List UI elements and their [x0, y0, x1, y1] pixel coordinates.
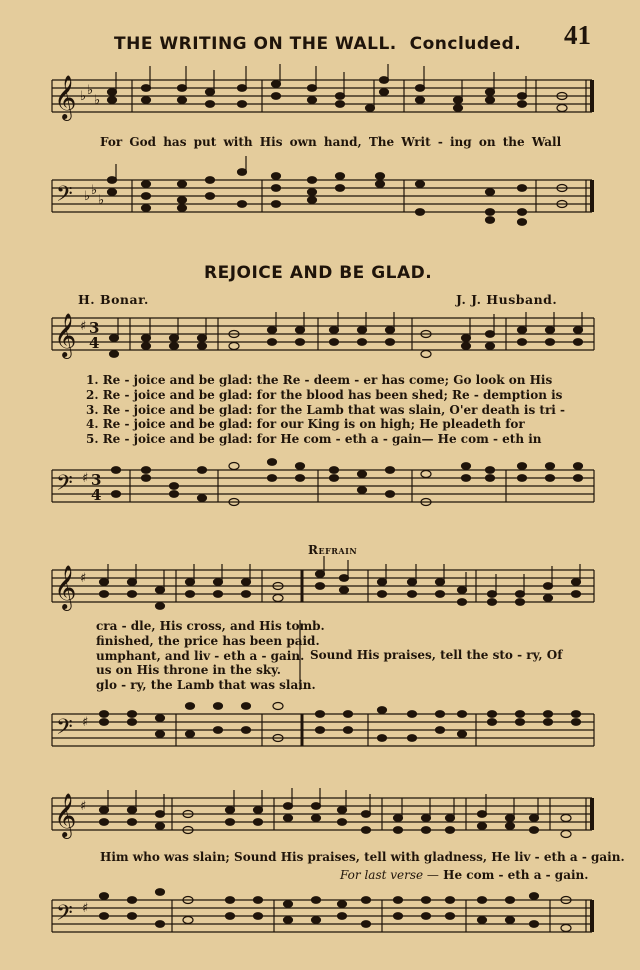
hymn1-lyric: For God has put with His own hand, The Writ - ing on the Wall	[100, 135, 562, 149]
svg-text:♯: ♯	[80, 799, 87, 814]
hymn1-title: THE WRITING ON THE WALL. Concluded.	[114, 34, 522, 54]
svg-text:♯: ♯	[82, 715, 89, 730]
svg-text:3: 3	[91, 471, 102, 489]
refrain-label: Refrain	[308, 543, 358, 557]
svg-text:♯: ♯	[82, 471, 89, 486]
svg-text:♭: ♭	[91, 183, 98, 198]
verse-line: 1. Re - joice and be glad: the Re - deem - er has come; Go look on His	[86, 373, 553, 387]
verse-ending-line: finished, the price has been paid.	[96, 633, 320, 648]
verse-ending-line: umphant, and liv - eth a - gain.	[96, 648, 305, 663]
svg-text:♯: ♯	[80, 319, 87, 334]
last-verse-label: For last verse —	[340, 868, 439, 882]
svg-text:♭: ♭	[80, 89, 87, 104]
svg-text:♭: ♭	[94, 93, 101, 108]
svg-text:𝄢: 𝄢	[56, 471, 73, 501]
last-verse-text: He com - eth a - gain.	[443, 868, 589, 882]
svg-text:𝄢: 𝄢	[56, 182, 73, 212]
svg-text:𝄞: 𝄞	[54, 793, 77, 837]
svg-text:𝄢: 𝄢	[56, 715, 73, 745]
verse-line: 5. Re - joice and be glad: for He com - eth a - gain— He com - eth in	[86, 432, 542, 447]
verse-ending-line: glo - ry, the Lamb that was slain.	[96, 678, 316, 693]
words-credit: H. Bonar.	[78, 292, 149, 307]
hymn2-title: REJOICE AND BE GLAD.	[204, 263, 433, 283]
svg-text:♯: ♯	[80, 571, 87, 586]
svg-text:♭: ♭	[84, 189, 91, 204]
refrain-lyric: Sound His praises, tell the sto - ry, Of	[310, 648, 563, 662]
svg-text:3: 3	[89, 319, 100, 337]
last-verse-line	[340, 868, 588, 882]
verse-line: 3. Re - joice and be glad: for the Lamb that was slain, O'er death is tri -	[86, 402, 566, 417]
svg-text:𝄢: 𝄢	[56, 901, 73, 931]
verse-ending-line: cra - dle, His cross, and His tomb.	[96, 619, 325, 633]
svg-text:𝄞: 𝄞	[54, 75, 77, 119]
verse-ending-line: us on His throne in the sky.	[96, 663, 281, 678]
svg-text:♭: ♭	[98, 193, 105, 208]
final-lyric: Him who was slain; Sound His praises, tell with gladness, He liv - eth a - gain.	[100, 850, 625, 864]
svg-text:♯: ♯	[82, 901, 89, 916]
verse-line: 2. Re - joice and be glad: for the blood has been shed; Re - demption is	[86, 387, 563, 402]
page-number: 41	[564, 20, 591, 50]
svg-text:4: 4	[91, 486, 102, 504]
svg-text:♭: ♭	[87, 83, 94, 98]
verse-line: 4. Re - joice and be glad: for our King is on high; He pleadeth for	[86, 417, 525, 432]
hymn1-subtitle: Concluded.	[409, 34, 522, 54]
svg-text:𝄞: 𝄞	[54, 313, 77, 357]
svg-text:4: 4	[89, 334, 100, 352]
svg-text:𝄞: 𝄞	[54, 565, 77, 609]
music-credit: J. J. Husband.	[456, 292, 558, 307]
